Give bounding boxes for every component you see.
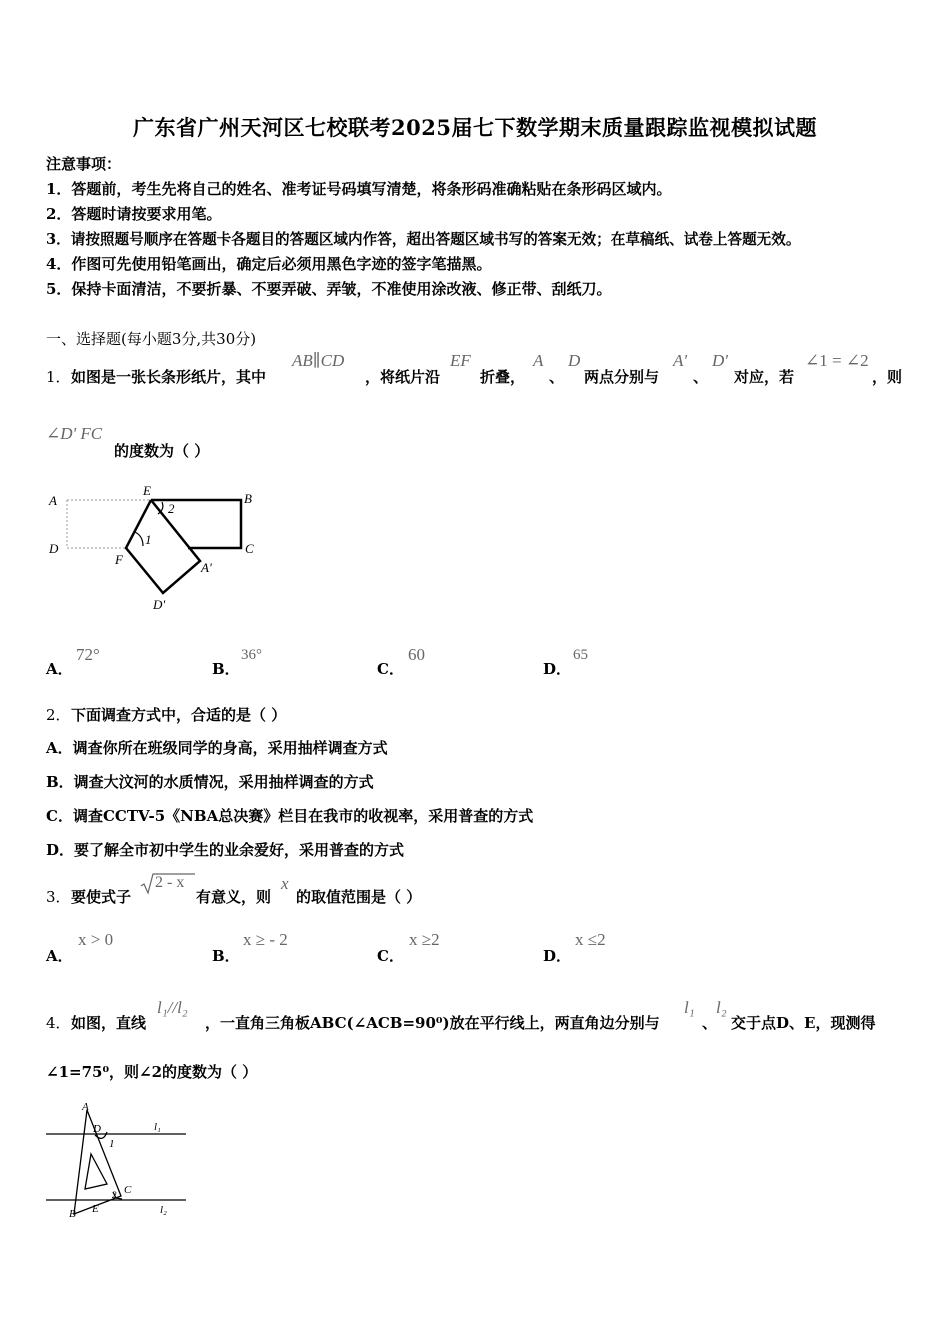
question-text: 如图，直线 [71, 1014, 147, 1032]
point-label-e: E [143, 483, 151, 498]
option-label: B． [212, 947, 240, 965]
option-label: D． [543, 660, 572, 678]
option-value: 60 [408, 645, 425, 664]
math-expression: D' [712, 351, 728, 370]
math-expression: l₂ [716, 998, 727, 1017]
angle-label-1: 1 [145, 532, 152, 547]
math-expression: EF [450, 351, 471, 370]
option-value: x ≤2 [575, 930, 606, 949]
math-variable: x [281, 874, 289, 893]
notice-item: 4．作图可先使用铅笔画出，确定后必须用黑色字迹的签字笔描黑。 [46, 255, 492, 273]
option-text: D．要了解全市初中学生的业余爱好，采用普查的方式 [46, 841, 405, 859]
option-label: A． [46, 660, 73, 678]
angle-label-2: 2 [168, 501, 175, 516]
question-text: 要使式子 [71, 888, 132, 906]
point-label-a: A [82, 1101, 89, 1113]
point-label-e: E [92, 1203, 99, 1215]
question-number: 3． [46, 888, 71, 906]
question-number: 2． [46, 706, 71, 724]
option-text: A．调查你所在班级同学的身高，采用抽样调查方式 [46, 739, 388, 757]
option-label: C． [377, 947, 404, 965]
question-text: 对应，若 [734, 368, 795, 386]
question-number: 4． [46, 1014, 71, 1032]
question-text: ∠1=75⁰，则∠2的度数为（ ） [46, 1063, 258, 1081]
point-label-c: C [124, 1184, 132, 1196]
question-text: 下面调查方式中，合适的是（ ） [71, 706, 287, 724]
math-expression: l₁ [684, 998, 695, 1017]
math-expression: A [533, 351, 544, 370]
notice-item: 3．请按照题号顺序在答题卡各题目的答题区域内作答，超出答题区域书写的答案无效；在草稿纸、试卷上答题无效。 [46, 231, 801, 248]
question-text: ，将纸片沿 [365, 368, 441, 386]
math-expression: AB∥CD [292, 351, 345, 370]
point-label-b: B [244, 491, 252, 506]
question-text: 的取值范围是（ ） [296, 888, 422, 906]
point-label-c: C [245, 541, 254, 556]
question-text: 、 [549, 368, 565, 386]
option-text: C．调查CCTV-5《NBA总决赛》栏目在我市的收视率，采用普查的方式 [46, 807, 534, 825]
question-text: 、 [693, 368, 709, 386]
question-text: ，则 [872, 368, 903, 386]
folding-paper-figure [40, 476, 270, 618]
option-label: A． [46, 947, 73, 965]
notice-heading: 注意事项： [46, 155, 122, 173]
option-value: 36° [241, 647, 262, 663]
radicand: 2 - x [155, 874, 185, 891]
point-label-d: D [93, 1123, 101, 1135]
line-label-l2: l₂ [160, 1204, 167, 1216]
math-expression: ∠1 = ∠2 [805, 351, 869, 370]
question-text: ，一直角三角板ABC(∠ACB=90⁰)放在平行线上，两直角边分别与 [205, 1014, 660, 1032]
math-expression: l₁//l₂ [157, 998, 188, 1017]
math-expression: A' [673, 351, 688, 370]
point-label-a-prime: A' [201, 560, 212, 575]
notice-item: 2．答题时请按要求用笔。 [46, 205, 222, 223]
exam-title: 广东省广州天河区七校联考2025届七下数学期末质量跟踪监视模拟试题 [133, 115, 817, 140]
notice-item: 1．答题前，考生先将自己的姓名、准考证号码填写清楚，将条形码准确粘贴在条形码区域内。 [46, 180, 672, 198]
math-expression: D [568, 351, 581, 370]
question-text: 交于点D、E，现测得 [731, 1014, 876, 1032]
question-text: 折叠， [480, 368, 526, 386]
section-heading: 一、选择题(每小题3分,共30分) [46, 330, 257, 348]
notice-item: 5．保持卡面清洁，不要折暴、不要弄破、弄皱，不准使用涂改液、修正带、刮纸刀。 [46, 280, 612, 298]
question-text: 有意义，则 [196, 888, 272, 906]
question-text: 如图是一张长条形纸片，其中 [71, 368, 267, 386]
option-label: D． [543, 947, 572, 965]
question-text: 、 [702, 1014, 718, 1032]
option-value: 72° [76, 645, 100, 664]
line-label-l1: l₁ [154, 1121, 161, 1133]
point-label-f: F [115, 552, 123, 567]
question-text: 两点分别与 [584, 368, 660, 386]
option-value: 65 [573, 647, 588, 663]
point-label-d: D [49, 541, 59, 556]
triangle-parallel-lines-figure [40, 1096, 200, 1220]
option-label: C． [377, 660, 404, 678]
angle-label-2: 2 [112, 1190, 117, 1200]
question-number: 1． [46, 368, 71, 386]
option-value: x ≥2 [409, 930, 440, 949]
angle-label-1: 1 [109, 1138, 115, 1150]
option-text: B．调查大汶河的水质情况，采用抽样调查的方式 [46, 773, 374, 791]
option-value: x > 0 [78, 930, 114, 949]
option-label: B． [212, 660, 240, 678]
point-label-a: A [49, 493, 57, 508]
point-label-b: B [69, 1208, 76, 1220]
math-expression: ∠D' FC [46, 424, 103, 443]
option-value: x ≥ - 2 [243, 930, 288, 949]
point-label-d-prime: D' [153, 597, 166, 612]
question-text: 的度数为（ ） [114, 442, 210, 460]
